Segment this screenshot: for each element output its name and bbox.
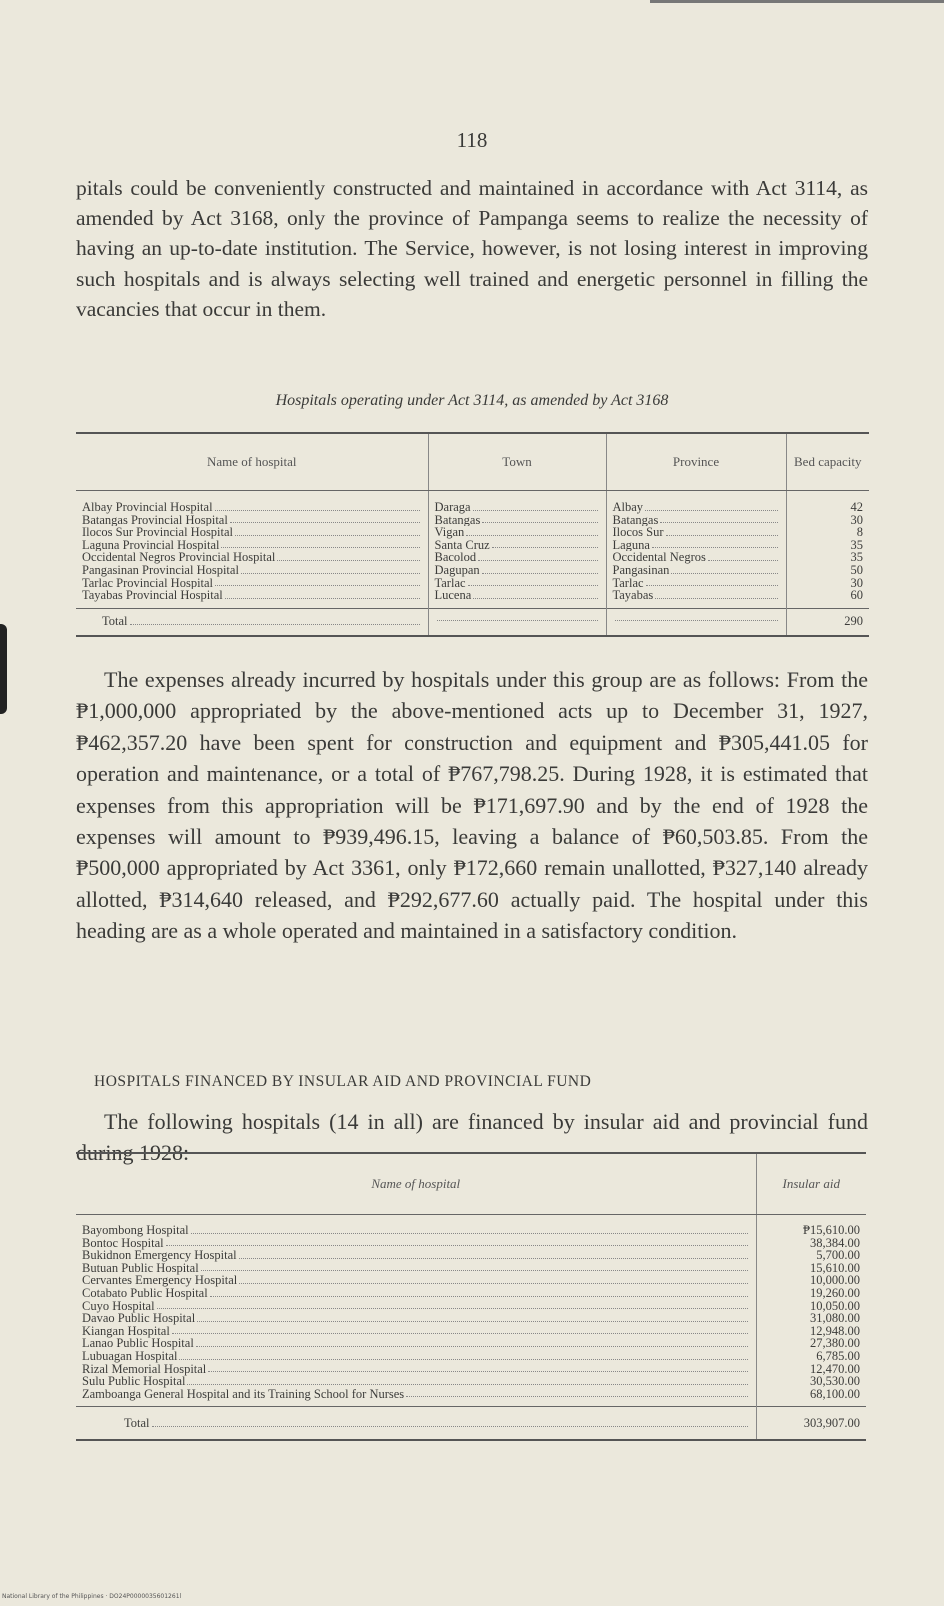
- province: Occidental Negros: [612, 551, 706, 564]
- bed-capacity: 30: [786, 514, 869, 527]
- hospital-name: Pangasinan Provincial Hospital: [82, 563, 239, 577]
- province: Tayabas: [612, 589, 654, 603]
- province: Tarlac: [612, 576, 644, 590]
- paragraph-1: pitals could be conveniently constructed and maintained in accordance with Act 3114, as amended by Act 3168, only the province of Pampanga seems to realize the necessity of having an up-to-date institution. The Service, however, is not losing interest in improving such hospitals and is always selecting well trained and energetic personnel in filling the vacancies that occur in them.: [76, 176, 868, 321]
- insular-aid: 68,100.00: [756, 1388, 866, 1407]
- hospital-name: Bukidnon Emergency Hospital: [82, 1248, 237, 1263]
- table-row: [76, 1363, 866, 1376]
- paragraph-3: The following hospitals (14 in all) are financed by insular aid and provincial fund during 1928:: [76, 1109, 868, 1166]
- bed-capacity: 35: [786, 539, 869, 552]
- insular-aid: 15,610.00: [756, 1262, 866, 1275]
- table-row: [76, 564, 869, 577]
- total-beds: 290: [786, 608, 869, 636]
- page-number: 118: [456, 128, 488, 152]
- total-label: Total: [102, 614, 128, 629]
- table-row: [76, 1249, 866, 1262]
- hospital-name: Sulu Public Hospital: [82, 1374, 186, 1389]
- insular-aid: 31,080.00: [756, 1312, 866, 1325]
- hospital-name: Ilocos Sur Provincial Hospital: [82, 526, 234, 539]
- table-row: [76, 1215, 866, 1237]
- insular-aid: 10,000.00: [756, 1274, 866, 1287]
- province: Pangasinan: [612, 563, 670, 577]
- town: Lucena: [434, 589, 472, 603]
- table-row: [76, 526, 869, 539]
- town: Dagupan: [434, 563, 480, 577]
- binding-shadow: [0, 624, 7, 714]
- bed-capacity: 30: [786, 577, 869, 590]
- total-insular-aid: 303,907.00: [756, 1407, 866, 1441]
- insular-aid: 5,700.00: [756, 1249, 866, 1262]
- section-heading: HOSPITALS FINANCED BY INSULAR AID AND PROVINCIAL FUND: [94, 1073, 592, 1090]
- total-label: Total: [124, 1416, 150, 1431]
- footer-credit: National Library of the Philippines · DO24P0000035601261l: [2, 1593, 182, 1600]
- insular-aid: 30,530.00: [756, 1375, 866, 1388]
- column-header: Bed capacity: [786, 433, 869, 491]
- province: Ilocos Sur: [612, 526, 664, 539]
- insular-aid: ₱15,610.00: [756, 1215, 866, 1237]
- table-row: [76, 577, 869, 590]
- insular-aid: 19,260.00: [756, 1287, 866, 1300]
- hospitals-act-3114-table: [76, 432, 869, 637]
- bed-capacity: 60: [786, 589, 869, 608]
- bed-capacity: 50: [786, 564, 869, 577]
- hospital-name: Cervantes Emergency Hospital: [82, 1273, 238, 1288]
- town: Vigan: [434, 526, 465, 539]
- table-row: [76, 1375, 866, 1388]
- insular-aid: 12,470.00: [756, 1363, 866, 1376]
- column-header: Province: [606, 433, 786, 491]
- town: Tarlac: [434, 576, 466, 590]
- table-1-caption: Hospitals operating under Act 3114, as amended by Act 3168: [275, 392, 669, 409]
- insular-aid: 27,380.00: [756, 1337, 866, 1350]
- top-edge-rule: [650, 0, 944, 3]
- table-row: [76, 589, 869, 608]
- insular-aid: 38,384.00: [756, 1237, 866, 1250]
- hospital-name: Rizal Memorial Hospital: [82, 1361, 207, 1376]
- column-header: Name of hospital: [76, 433, 428, 491]
- hospital-name: Davao Public Hospital: [82, 1311, 196, 1326]
- province: Batangas: [612, 513, 659, 527]
- town: Batangas: [434, 513, 481, 527]
- hospital-name: Butuan Public Hospital: [82, 1260, 199, 1275]
- hospital-name: Cotabato Public Hospital: [82, 1285, 208, 1300]
- hospital-name: Tayabas Provincial Hospital: [82, 589, 223, 603]
- table-row: [76, 551, 869, 564]
- town: Daraga: [434, 500, 471, 514]
- column-header: Name of hospital: [76, 1153, 756, 1215]
- hospital-name: Lanao Public Hospital: [82, 1336, 194, 1351]
- town: Bacolod: [434, 551, 477, 564]
- hospital-name: Cuyo Hospital: [82, 1298, 155, 1313]
- insular-aid: 6,785.00: [756, 1350, 866, 1363]
- insular-aid: 10,050.00: [756, 1300, 866, 1313]
- bed-capacity: 8: [786, 526, 869, 539]
- table-row: [76, 1287, 866, 1300]
- insular-aid: 12,948.00: [756, 1325, 866, 1338]
- column-header: Town: [428, 433, 606, 491]
- bed-capacity: 42: [786, 491, 869, 514]
- town: Santa Cruz: [434, 538, 490, 552]
- table-row: [76, 1337, 866, 1350]
- hospital-name: Albay Provincial Hospital: [82, 500, 213, 514]
- table-row: [76, 1388, 866, 1407]
- hospital-name: Batangas Provincial Hospital: [82, 513, 228, 527]
- table-row: [76, 1325, 866, 1338]
- hospital-name: Occidental Negros Provincial Hospital: [82, 551, 276, 564]
- hospital-name: Tarlac Provincial Hospital: [82, 576, 214, 590]
- column-header: Insular aid: [756, 1153, 866, 1215]
- table-row: [76, 1350, 866, 1363]
- hospital-name: Zamboanga General Hospital and its Training School for Nurses: [82, 1386, 405, 1401]
- insular-aid-table: [76, 1152, 866, 1441]
- hospital-name: Kiangan Hospital: [82, 1323, 170, 1338]
- hospital-name: Lubuagan Hospital: [82, 1348, 178, 1363]
- table-row: [76, 514, 869, 527]
- province: Albay: [612, 500, 644, 514]
- paragraph-2: The expenses already incurred by hospitals under this group are as follows: From the ₱1,000,000 appropriated by the above-mentioned acts up to December 31, 1927, ₱462,357.20 have been spent for construction and equipment and ₱305,441.05 for operation and maintenance, or a total of ₱767,798.25. During 1928, it is estimated that expenses from this appropriation will be ₱171,697.90 and by the end of 1928 the expenses will amount to ₱939,496.15, leaving a balance of ₱60,503.85. From the ₱500,000 appropriated by Act 3361, only ₱172,660 remain unallotted, ₱327,140 already allotted, ₱314,640 released, and ₱292,677.60 actually paid. The hospital under this heading are as a whole operated and maintained in a satisfactory condition.: [76, 667, 868, 944]
- table-row: [76, 1312, 866, 1325]
- table-row: [76, 491, 869, 514]
- hospital-name: Bayombong Hospital: [82, 1223, 189, 1237]
- bed-capacity: 35: [786, 551, 869, 564]
- table-row: [76, 539, 869, 552]
- province: Laguna: [612, 538, 650, 552]
- hospital-name: Laguna Provincial Hospital: [82, 538, 220, 552]
- hospital-name: Bontoc Hospital: [82, 1235, 164, 1250]
